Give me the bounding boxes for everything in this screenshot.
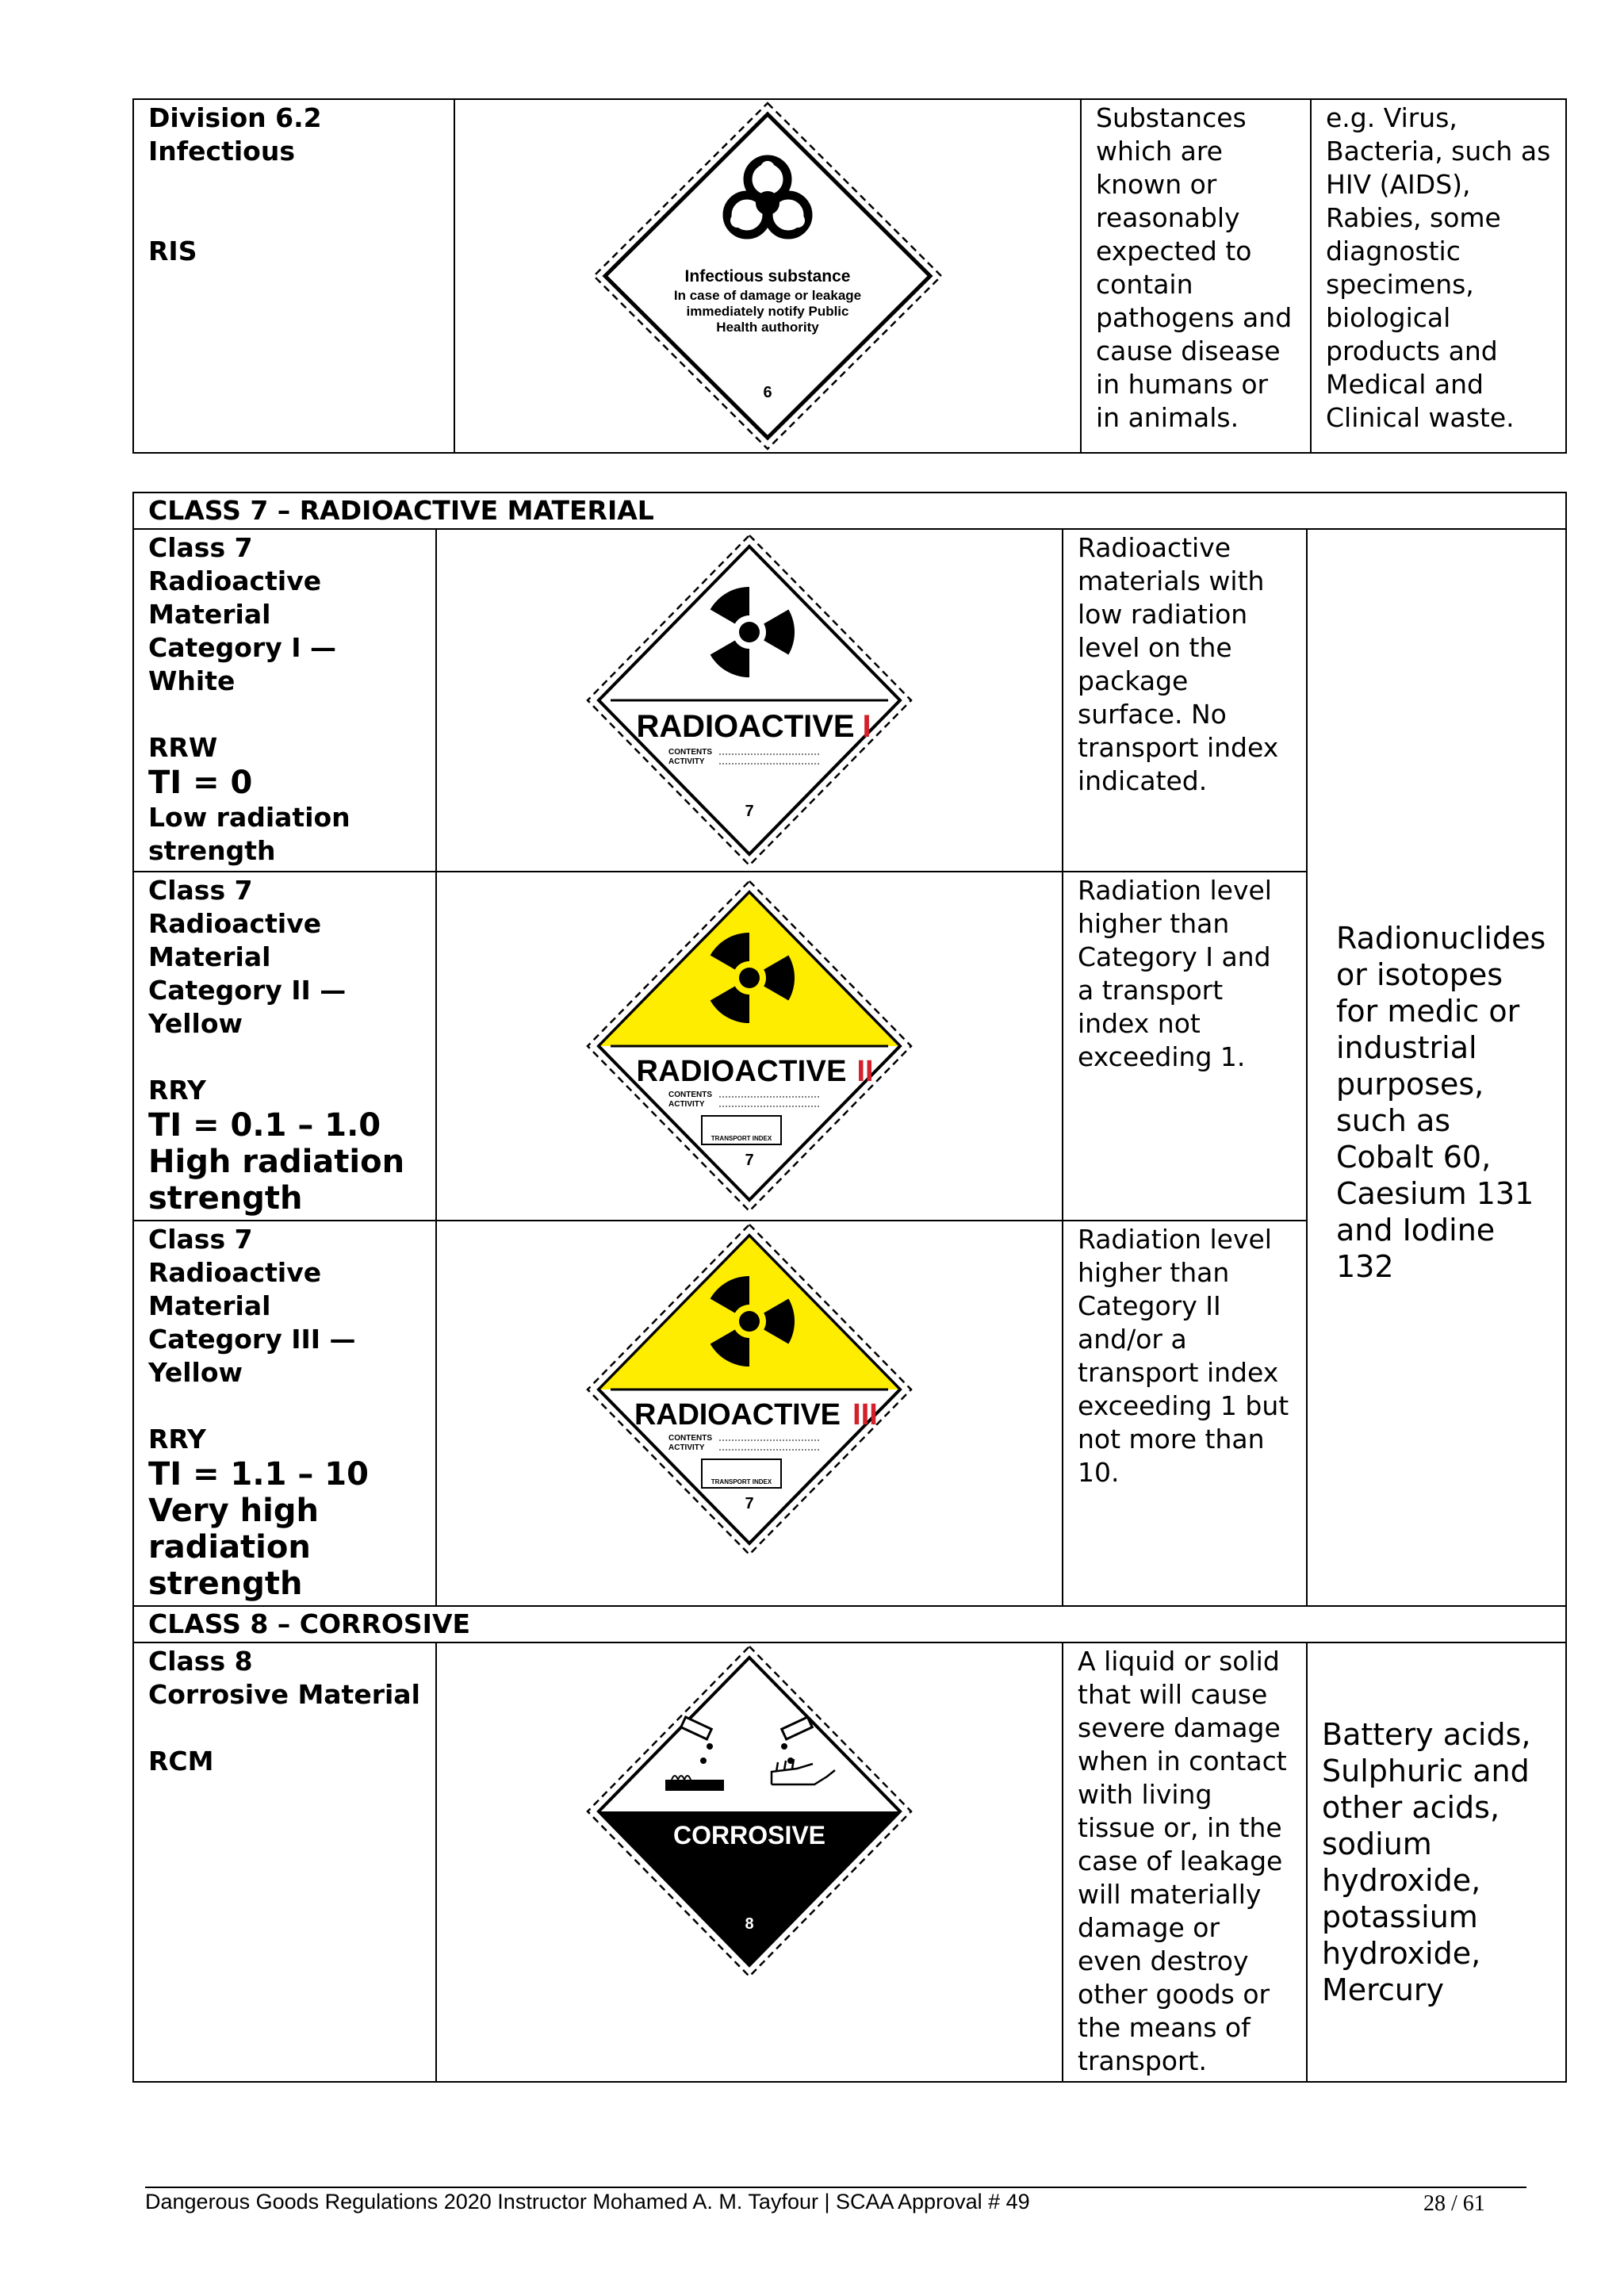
class-8-header-row (133, 1606, 1566, 1642)
class-8-row (133, 1642, 1566, 2082)
class-7-cat-1-label-cell (436, 529, 1063, 872)
radioactive-i-number: 7 (745, 803, 754, 820)
class-7-cat-3-label-cell (436, 1221, 1063, 1606)
infectious-label-title: Infectious substance (684, 267, 851, 286)
class-8-name-line1: Class 8 (148, 1646, 253, 1677)
class-7-cat-3-strength: Very high radiation strength (148, 1493, 319, 1602)
radioactive-ii-label (583, 878, 916, 1214)
infectious-label-line4: Health authority (716, 320, 819, 335)
class-8-examples: Battery acids, Sulphuric and other acids, sodium hydroxide, potassium hydroxide, Mercury (1307, 1642, 1566, 2082)
radioactive-iii-word: RADIOACTIVE (634, 1398, 841, 1432)
division-6-2-description: Substances which are known or reasonably expected to contain pathogens and cause disease in humans or in animals. (1081, 99, 1311, 453)
class-7-cat-2-name: Class 7 Radioactive Material Category II — Yellow (148, 875, 347, 1039)
radioactive-ii-roman: II (856, 1055, 874, 1088)
radioactive-i-word: RADIOACTIVE (636, 709, 855, 744)
class-7-cat-3-ti: TI = 1.1 – 10 (148, 1456, 369, 1493)
page-number: 28 / 61 (1423, 2191, 1485, 2216)
corrosive-label (583, 1643, 916, 1980)
radioactive-i-roman: I (862, 709, 871, 744)
class-7-cat-3-description: Radiation level higher than Category II and/or a transport index exceeding 1 but not more than 10. (1063, 1221, 1307, 1606)
division-6-2-table (132, 98, 1567, 454)
class-8-header: CLASS 8 – CORROSIVE (133, 1606, 1566, 1642)
class-7-cat-1-strength: Low radiation strength (148, 802, 350, 866)
footer-text: Dangerous Goods Regulations 2020 Instructor Mohamed A. M. Tayfour | SCAA Approval # 49 (145, 2190, 1030, 2214)
division-6-2-name-cell (133, 99, 454, 453)
corrosive-label-number: 8 (745, 1915, 754, 1933)
class-7-cat-2-description: Radiation level higher than Category I and a transport index not exceeding 1. (1063, 872, 1307, 1221)
radioactive-iii-label (583, 1221, 916, 1558)
class-7-examples: Radionuclides or isotopes for medic or industrial purposes, such as Cobalt 60, Caesium 131 and Iodine 132 (1307, 529, 1566, 1606)
class-8-description: A liquid or solid that will cause severe damage when in contact with living tissue or, in the case of leakage will materially damage or even destroy other goods or the means of transport. (1063, 1642, 1307, 2082)
radioactive-i-label (583, 532, 916, 868)
class-7-cat-1-name: Class 7 Radioactive Material Category I — White (148, 532, 336, 696)
division-6-2-code: RIS (148, 236, 197, 266)
class-7-cat-2-strength: High radiation strength (148, 1144, 405, 1217)
division-6-2-row (133, 99, 1566, 453)
class-7-cat-2-ti: TI = 0.1 – 1.0 (148, 1107, 381, 1144)
infectious-label-number: 6 (763, 384, 772, 401)
class-7-8-table (132, 492, 1567, 2083)
class-7-cat-2-name-cell (133, 872, 436, 1221)
class-7-cat-3-code: RRY (148, 1424, 206, 1455)
infectious-label-line2: In case of damage or leakage (673, 288, 862, 303)
radioactive-i-contents: CONTENTS (668, 748, 712, 757)
radioactive-iii-activity: ACTIVITY (668, 1443, 705, 1452)
radioactive-iii-number: 7 (745, 1495, 754, 1512)
radioactive-ii-activity: ACTIVITY (668, 1100, 705, 1109)
class-7-cat-2-code: RRY (148, 1075, 206, 1106)
class-7-cat-2-label-cell (436, 872, 1063, 1221)
class-7-header-row (133, 493, 1566, 529)
class-8-name-line2: Corrosive Material (148, 1679, 420, 1710)
class-7-cat-3-name: Class 7 Radioactive Material Category III — Yellow (148, 1224, 356, 1388)
radioactive-iii-ti-box: TRANSPORT INDEX (710, 1478, 772, 1485)
infectious-substance-label (589, 100, 946, 452)
radioactive-iii-contents: CONTENTS (668, 1434, 712, 1443)
division-6-2-name-line1: Division 6.2 (148, 102, 322, 133)
class-7-header: CLASS 7 – RADIOACTIVE MATERIAL (133, 493, 1566, 529)
corrosive-label-word: CORROSIVE (672, 1821, 826, 1849)
radioactive-ii-word: RADIOACTIVE (636, 1055, 847, 1088)
class-7-cat-3-name-cell (133, 1221, 436, 1606)
class-8-label-cell (436, 1642, 1063, 2082)
division-6-2-examples: e.g. Virus, Bacteria, such as HIV (AIDS), Rabies, some diagnostic specimens, biological products and Medical and Clinical waste. (1311, 99, 1566, 453)
footer-rule (145, 2187, 1526, 2188)
radioactive-ii-ti-box: TRANSPORT INDEX (710, 1135, 772, 1142)
class-8-name-cell (133, 1642, 436, 2082)
class-7-cat-1-code: RRW (148, 732, 218, 763)
class-7-cat-1-name-cell (133, 529, 436, 872)
infectious-label-line3: immediately notify Public (686, 304, 849, 319)
class-8-code: RCM (148, 1746, 214, 1777)
radioactive-ii-number: 7 (745, 1152, 754, 1169)
radioactive-ii-contents: CONTENTS (668, 1091, 712, 1099)
class-7-cat-1-row (133, 529, 1566, 872)
radioactive-iii-roman: III (852, 1398, 878, 1432)
division-6-2-label-cell (454, 99, 1081, 453)
division-6-2-name-line2: Infectious (148, 136, 295, 167)
class-7-cat-1-ti: TI = 0 (148, 765, 253, 801)
class-7-cat-1-description: Radioactive materials with low radiation level on the package surface. No transport index indicated. (1063, 529, 1307, 872)
radioactive-i-activity: ACTIVITY (668, 757, 705, 766)
